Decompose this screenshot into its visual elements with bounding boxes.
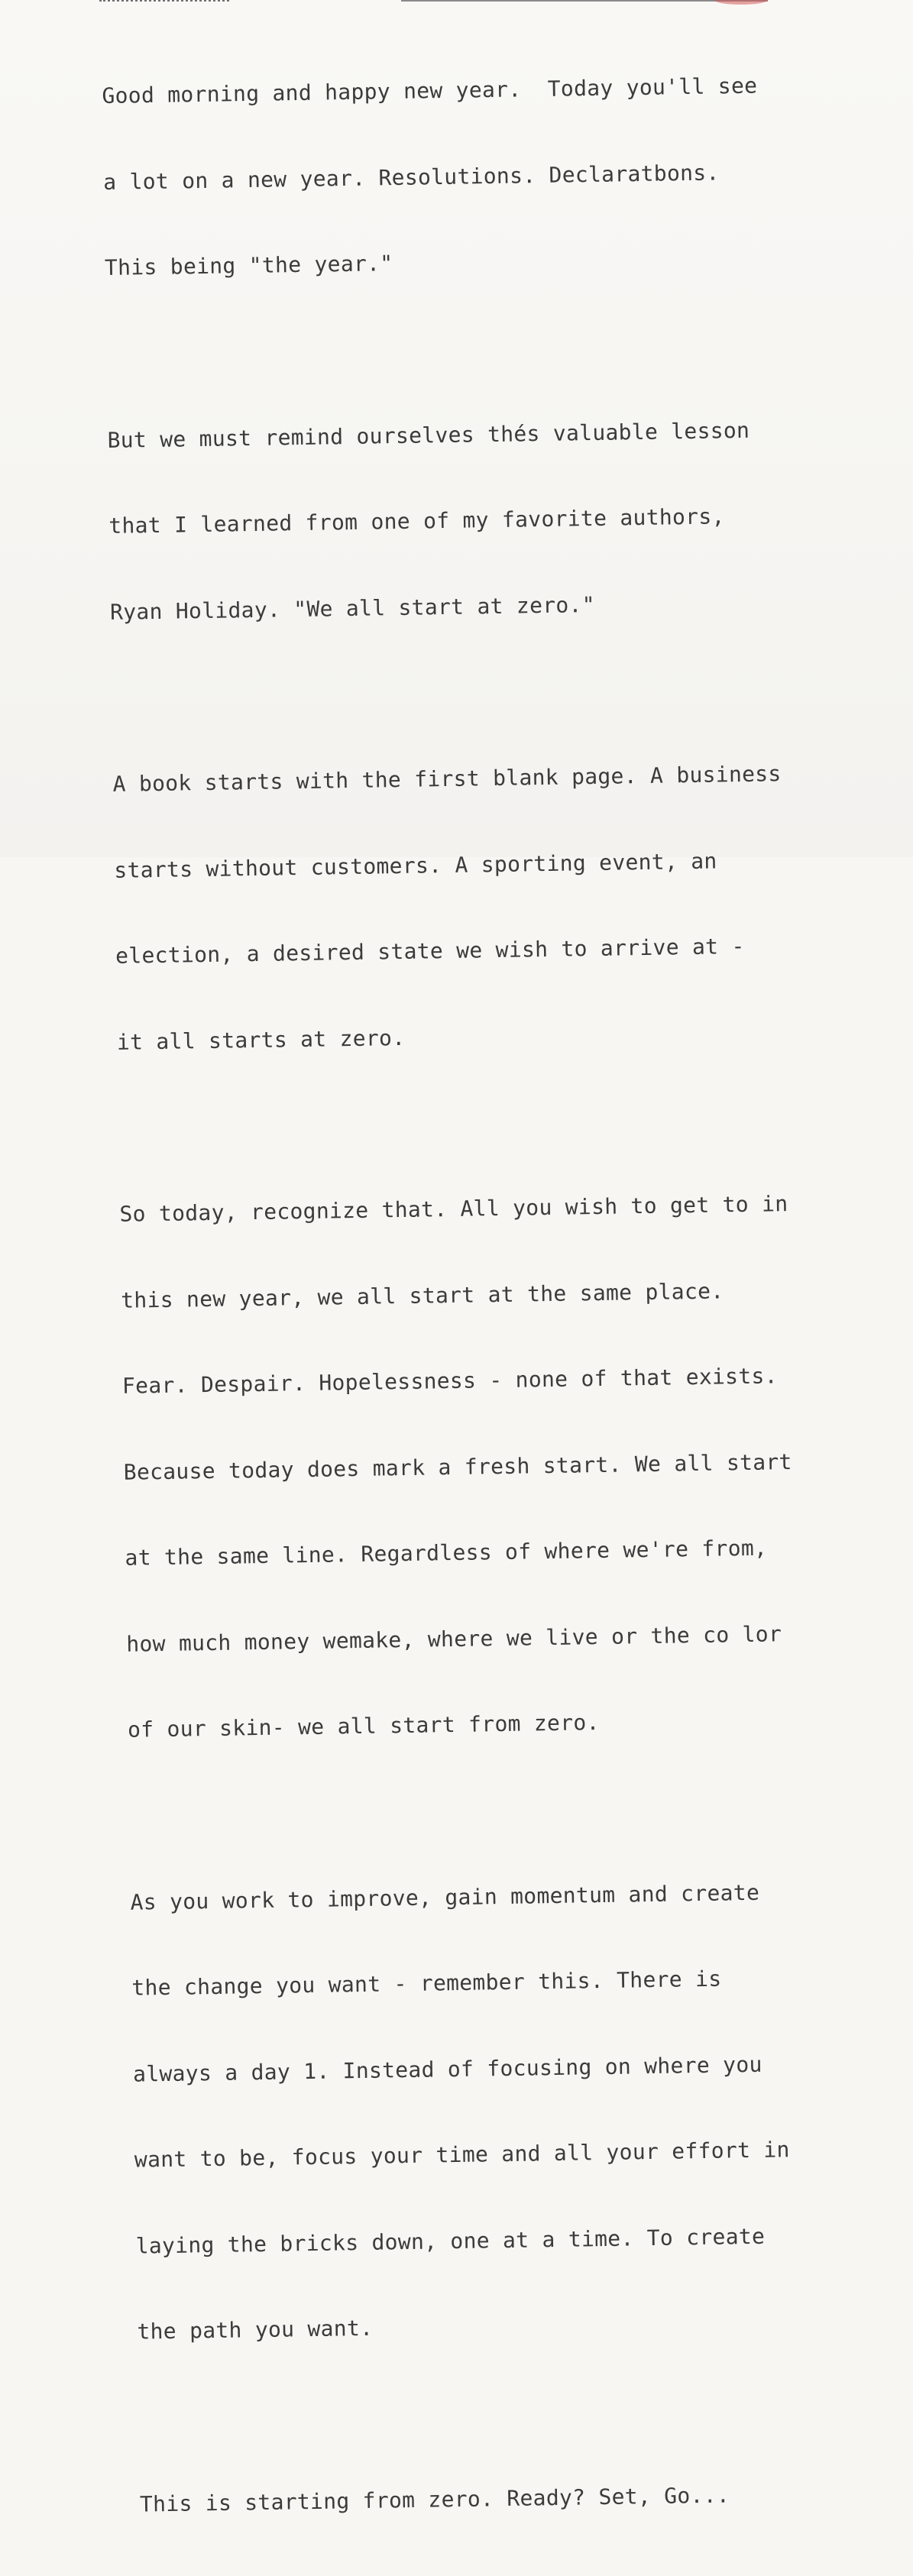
text-line: But we must remind ourselves thés valuable lesson bbox=[107, 417, 750, 453]
text-line: A book starts with the first blank page. A business bbox=[112, 761, 782, 797]
text-line: election, a desired state we wish to arrive at - bbox=[115, 933, 745, 969]
paragraph-greeting bbox=[101, 12, 869, 339]
text-line: starts without customers. A sporting event, an bbox=[114, 847, 717, 883]
text-line: of our skin- we all start from zero. bbox=[127, 1710, 600, 1743]
text-line: Good morning and happy new year. Today you'll see bbox=[102, 73, 758, 108]
red-ink-mark bbox=[714, 0, 768, 5]
paragraph-examples bbox=[112, 701, 882, 1114]
text-line: want to be, focus your time and all your effort in bbox=[134, 2137, 790, 2173]
text-line: This is starting from zero. Ready? Set, Go... bbox=[139, 2481, 730, 2517]
text-line: a lot on a new year. Resolutions. Declaratbons. bbox=[102, 159, 720, 195]
text-line: This being "the year." bbox=[104, 251, 393, 280]
paragraph-closing bbox=[139, 2420, 905, 2575]
text-line: Fear. Despair. Hopelessness - none of that exists. bbox=[121, 1363, 779, 1399]
top-dotted-rule bbox=[99, 0, 229, 2]
paragraph-lesson bbox=[106, 357, 875, 684]
top-solid-rule bbox=[401, 0, 768, 2]
text-line: laying the bricks down, one at a time. To create bbox=[135, 2223, 766, 2259]
text-line: the change you want - remember this. There is bbox=[131, 1966, 722, 2001]
text-line: Because today does mark a fresh start. We all start bbox=[123, 1448, 792, 1485]
text-line: that I learned from one of my favorite authors, bbox=[108, 503, 725, 539]
text-line: the path you want. bbox=[137, 2315, 374, 2345]
text-line: at the same line. Regardless of where we're from, bbox=[125, 1535, 768, 1571]
text-line: always a day 1. Instead of focusing on where you bbox=[132, 2051, 762, 2087]
text-line: So today, recognize that. All you wish to get to in bbox=[119, 1191, 788, 1227]
letter-body bbox=[101, 12, 905, 2575]
text-line: this new year, we all start at the same place. bbox=[120, 1277, 724, 1313]
paragraph-improve bbox=[129, 1819, 902, 2404]
text-line: As you work to improve, gain momentum and create bbox=[130, 1879, 760, 1915]
text-line: how much money wemake, where we live or the co lor bbox=[126, 1620, 782, 1657]
text-line: it all starts at zero. bbox=[116, 1024, 406, 1055]
text-line: Ryan Holiday. "We all start at zero." bbox=[109, 591, 596, 625]
paragraph-recognize bbox=[118, 1131, 892, 1801]
